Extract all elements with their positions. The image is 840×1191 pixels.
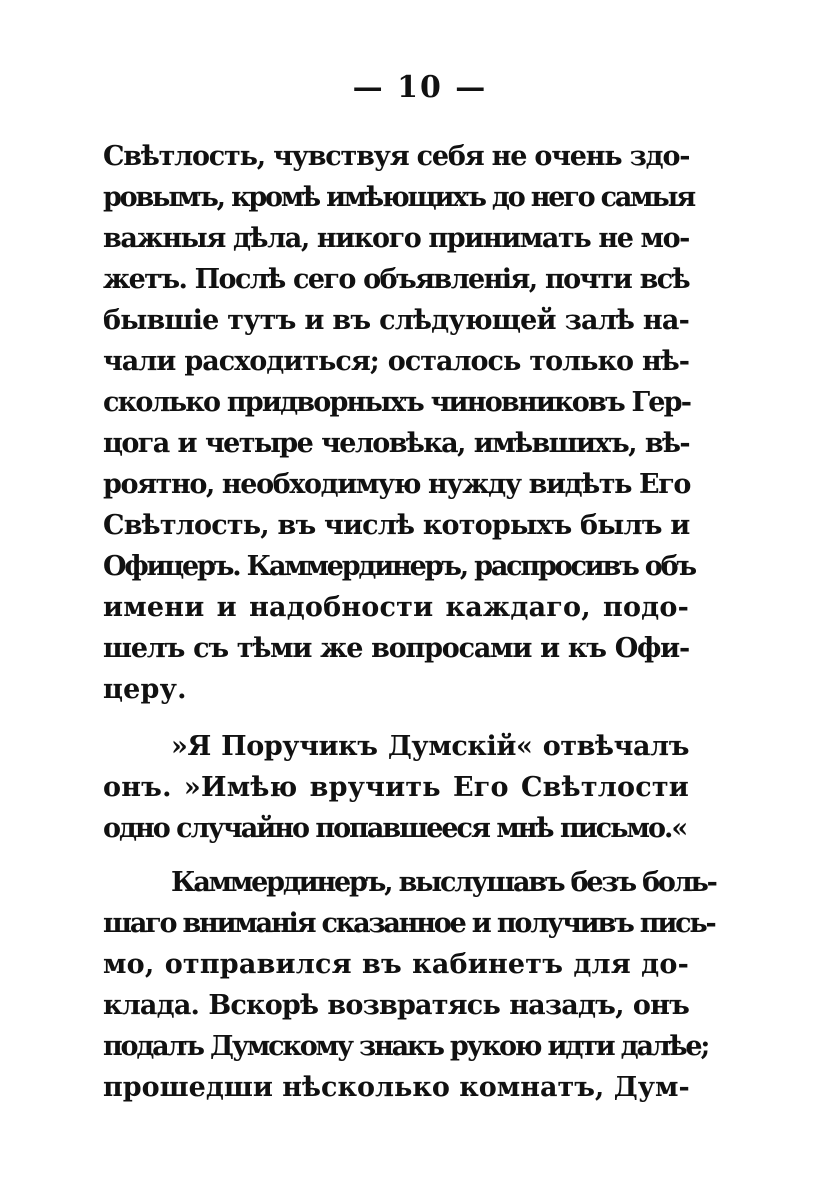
text-line: подалъ Думскому знакъ рукою идти далѣе;: [103, 1031, 709, 1062]
paragraph-3: [103, 862, 716, 1108]
text-line: Каммердинеръ, выслушавъ безъ боль-: [171, 867, 716, 898]
text-line: шелъ съ тѣми же вопросами и къ Офи-: [103, 633, 689, 664]
text-line: цога и четыре человѣка, имѣвшихъ, вѣ-: [103, 428, 689, 459]
text-line: »Я Поручикъ Думскій« отвѣчалъ: [171, 731, 689, 762]
text-line: жетъ. Послѣ сего объявленія, почти всѣ: [103, 264, 689, 295]
text-line: чали расходиться; осталось только нѣ-: [103, 346, 689, 377]
text-line: сколько придворныхъ чиновниковъ Гер-: [103, 387, 691, 418]
paragraph-2: [103, 726, 689, 849]
text-line: Офицеръ. Каммердинеръ, распросивъ объ: [103, 551, 695, 582]
paragraph-1: [103, 136, 695, 710]
text-line: Свѣтлость, въ числѣ которыхъ былъ и: [103, 510, 690, 541]
text-line: имени и надобности каждаго, подо-: [103, 592, 689, 623]
text-line: клада. Вскорѣ возвратясь назадъ, онъ: [103, 990, 689, 1021]
text-line: роятно, необходимую нужду видѣть Его: [103, 469, 690, 500]
text-line: прошедши нѣсколько комнатъ, Дум-: [103, 1072, 690, 1103]
page-number: — 10 —: [352, 70, 488, 105]
text-line: онъ. »Имѣю вручить Его Свѣтлости: [103, 772, 689, 803]
text-line: важныя дѣла, никого принимать не мо-: [103, 223, 689, 254]
text-line: церу.: [103, 674, 187, 705]
text-line: мо, отправился въ кабинетъ для до-: [103, 949, 689, 980]
text-line: Свѣтлость, чувствуя себя не очень здо-: [103, 141, 690, 172]
text-line: ровымъ, кромѣ имѣющихъ до него самыя: [103, 182, 695, 213]
text-line: бывшіе тутъ и въ слѣдующей залѣ на-: [103, 305, 689, 336]
text-line: шаго вниманія сказанное и получивъ пись-: [103, 908, 715, 939]
text-line: одно случайно попавшееся мнѣ письмо.«: [103, 813, 687, 844]
